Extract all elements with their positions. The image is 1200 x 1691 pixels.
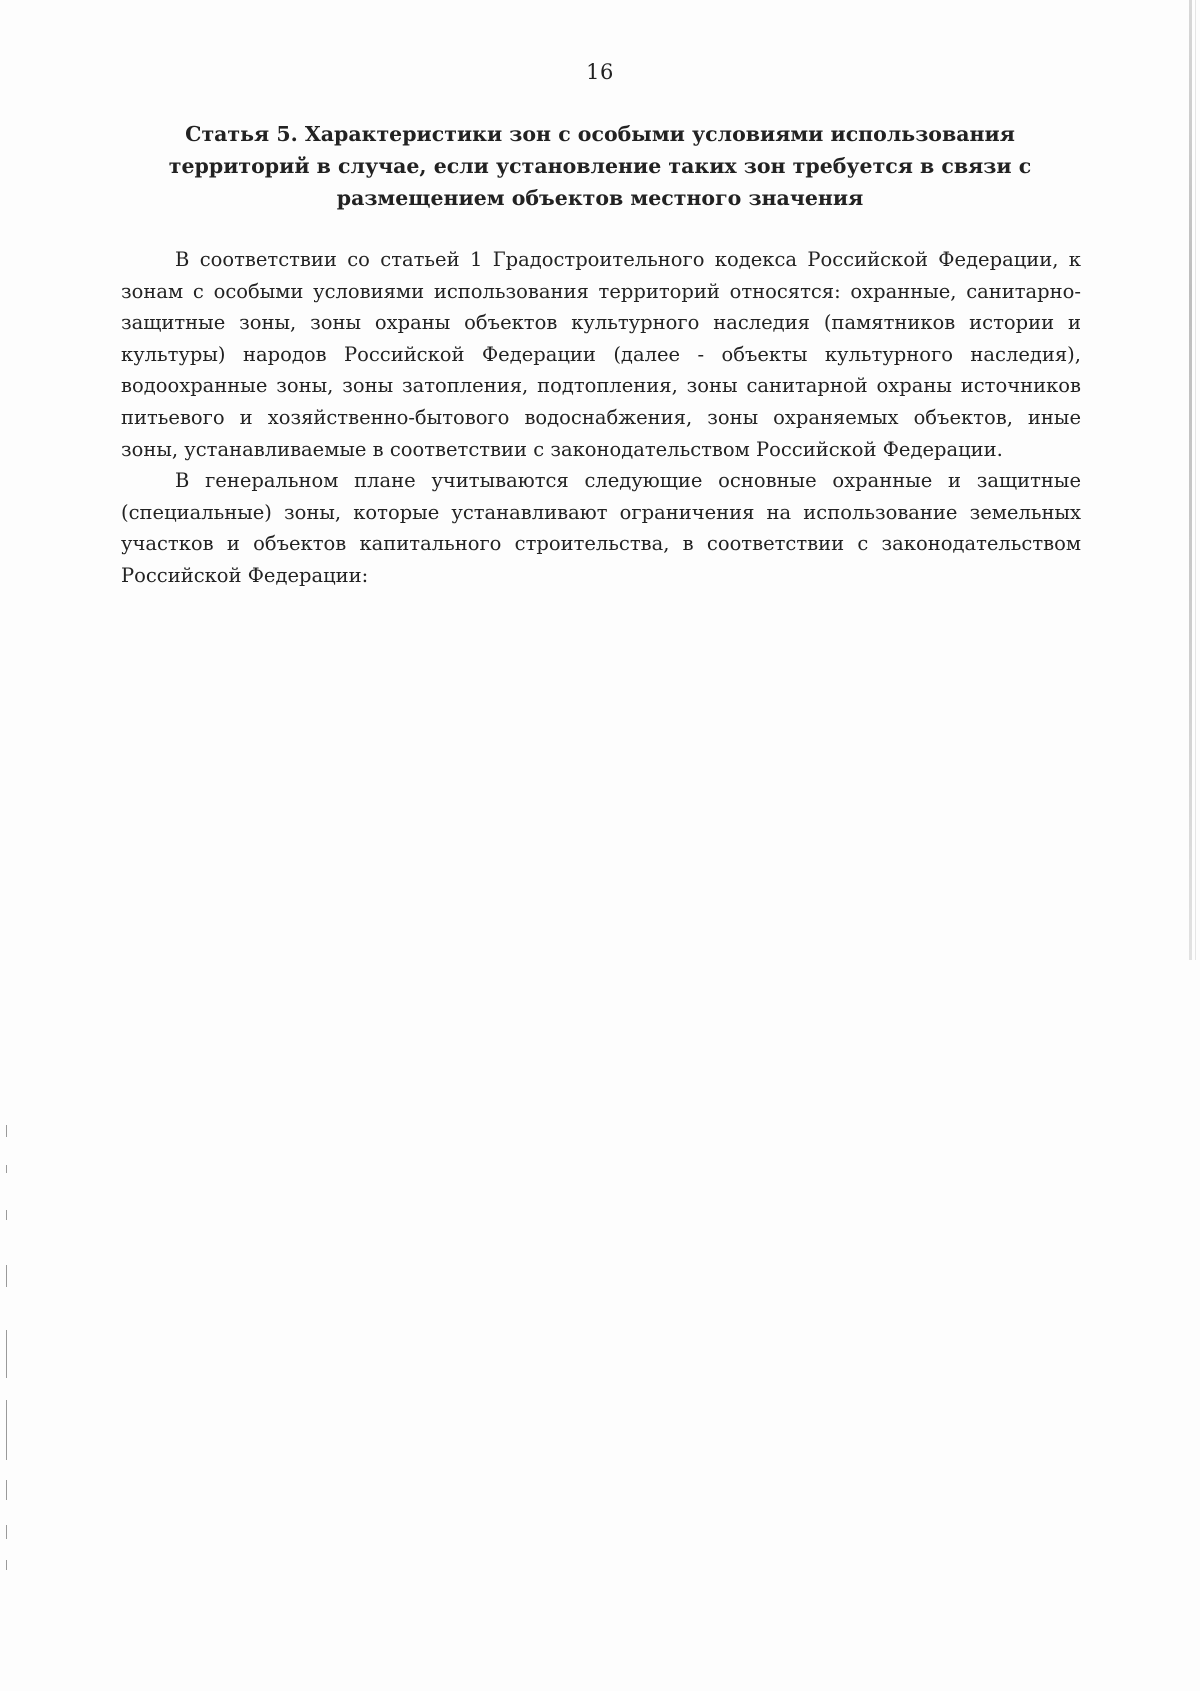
paragraph: В генеральном плане учитываются следующие основные охранные и защитные (специальные) зоны, которые устанавливают ограничения на использование земельных участков и объектов капитального строительства, в соответствии с законодательством Российской Федерации: <box>121 469 1081 587</box>
scan-mark <box>6 1165 7 1173</box>
document-body <box>121 244 1081 592</box>
scan-mark <box>6 1210 7 1220</box>
scan-mark <box>6 1560 7 1570</box>
scan-mark <box>6 1330 7 1378</box>
scan-mark <box>6 1480 7 1500</box>
scan-mark <box>6 1265 7 1287</box>
scan-edge-shadow <box>1189 0 1192 960</box>
scan-edge-line <box>1195 0 1196 960</box>
paragraph: В соответствии со статьей 1 Градостроительного кодекса Российской Федерации, к зонам с особыми условиями использования территорий относятся: охранные, санитарно-защитные зоны, зоны охраны объектов культурного наследия (памятников истории и культуры) народов Российской Федерации (далее - объекты культурного наследия), водоохранные зоны, зоны затопления, подтопления, зоны санитарной охраны источников питьевого и хозяйственно-бытового водоснабжения, зоны охраняемых объектов, иные зоны, устанавливаемые в соответствии с законодательством Российской Федерации. <box>121 248 1081 461</box>
scan-mark <box>6 1400 7 1460</box>
scan-mark <box>6 1525 7 1539</box>
article-heading: Статья 5. Характеристики зон с особыми условиями использования территорий в случае, если установление таких зон требуется в связи с размещением объектов местного значения <box>168 122 1032 210</box>
scan-mark <box>6 1125 7 1137</box>
page-number: 16 <box>586 60 614 84</box>
